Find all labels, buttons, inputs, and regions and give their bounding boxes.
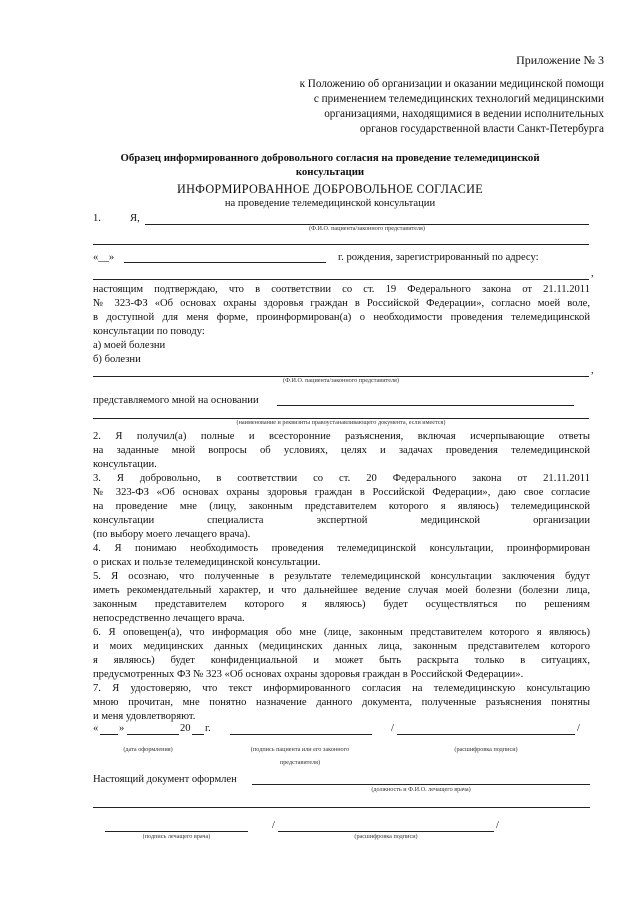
person-hint: (Ф.И.О. пациента/законного представителя) bbox=[283, 377, 399, 384]
confirm-line-2: № 323-ФЗ «Об основах охраны здоровья граждан в Российской Федерации», согласно моей воле, bbox=[93, 298, 590, 309]
issued-label: Настоящий документ оформлен bbox=[93, 774, 237, 785]
doctor-position-field[interactable] bbox=[252, 784, 590, 785]
item1-number: 1. bbox=[93, 213, 101, 224]
reference-line-4: органов государственной власти Санкт-Петербурга bbox=[359, 123, 604, 135]
doctor-slash-left: / bbox=[272, 820, 275, 831]
appendix-number: Приложение № 3 bbox=[516, 53, 604, 67]
patient-decode-hint: (расшифровка подписи) bbox=[454, 746, 518, 753]
item1-i: Я, bbox=[130, 213, 140, 224]
item4-line-2: о рисках и пользе телемедицинской консультации. bbox=[93, 557, 321, 568]
sign-year-suffix: г. bbox=[205, 723, 211, 734]
doctor-signature-field[interactable] bbox=[105, 831, 248, 832]
sign-day-open: « bbox=[93, 723, 99, 734]
item3-line-4: консультации специалиста экспертной медицинской организации bbox=[93, 515, 590, 526]
item6-line-4: предусмотренных ФЗ № 323 «Об основах охраны здоровья граждан в Российской Федерации». bbox=[93, 669, 524, 680]
option-a: а) моей болезни bbox=[93, 340, 166, 351]
sign-slash-right: / bbox=[577, 723, 580, 734]
document-hint: (наименование и реквизиты правоустанавливающего документа, если имеется) bbox=[236, 419, 446, 426]
item3-line-1: 3. Я добровольно, в соответствии со ст. 20 Федерального закона от 21.11.2011 bbox=[93, 473, 590, 484]
item6-line-1: 6. Я оповещен(а), что информация обо мне (лице, законным представителем которого я являюсь) bbox=[93, 627, 590, 638]
item5-line-1: 5. Я осознаю, что полученные в результате телемедицинской консультации заключения будут bbox=[93, 571, 590, 582]
sign-slash-left: / bbox=[391, 723, 394, 734]
represented-label: представляемого мной на основании bbox=[93, 395, 259, 406]
fio-field-continued[interactable] bbox=[93, 244, 589, 245]
birth-address-label: г. рождения, зарегистрированный по адресу: bbox=[338, 252, 539, 263]
patient-sign-hint-1: (подпись пациента или его законного bbox=[250, 746, 350, 753]
fio-hint: (Ф.И.О. пациента/законного представителя) bbox=[309, 225, 425, 232]
confirm-line-1: настоящим подтверждаю, что в соответствии со ст. 19 Федерального закона от 21.11.2011 bbox=[93, 284, 590, 295]
confirm-line-4: консультации по поводу: bbox=[93, 326, 205, 337]
item2-line-2: на заданные мной вопросы об условиях, целях и задачах проведения телемедицинской bbox=[93, 445, 590, 456]
item3-line-2: № 323-ФЗ «Об основах охраны здоровья граждан в Российской Федерации», даю свое согласие bbox=[93, 487, 590, 498]
patient-signature-field[interactable] bbox=[230, 734, 372, 735]
item7-line-3: и меня удовлетворяют. bbox=[93, 711, 196, 722]
item2-line-1: 2. Я получил(а) полные и всесторонние разъяснения, включая исчерпывающие ответы bbox=[93, 431, 590, 442]
item4-line-1: 4. Я понимаю необходимость проведения телемедицинской консультации, проинформирован bbox=[93, 543, 590, 554]
item6-line-3: я являюсь) будет конфиденциальной и может быть раскрыта только в ситуациях, bbox=[93, 655, 590, 666]
option-b: б) болезни bbox=[93, 354, 141, 365]
reference-line-1: к Положению об организации и оказании медицинской помощи bbox=[299, 78, 604, 90]
doctor-decode-hint: (расшифровка подписи) bbox=[354, 833, 418, 840]
sample-title-line-2: консультации bbox=[295, 166, 365, 178]
sample-title-line-1: Образец информированного добровольного согласия на проведение телемедицинской bbox=[120, 152, 540, 164]
reference-line-3: организациями, находящимися в ведении исполнительных bbox=[324, 108, 604, 120]
reference-line-2: с применением телемедицинских технологий медицинскими bbox=[313, 93, 604, 105]
address-field[interactable] bbox=[93, 279, 589, 280]
date-hint: (дата оформления) bbox=[123, 746, 173, 753]
form-title: ИНФОРМИРОВАННОЕ ДОБРОВОЛЬНОЕ СОГЛАСИЕ bbox=[177, 182, 483, 196]
birth-date-field[interactable] bbox=[124, 262, 326, 263]
birth-day-field[interactable]: «__» bbox=[93, 252, 115, 263]
patient-sign-hint-2: представителя) bbox=[279, 759, 321, 766]
confirm-line-3: в доступной для меня форме, проинформирован(а) о необходимости проведения телемедицинской bbox=[93, 312, 590, 323]
doctor-slash-right: / bbox=[496, 820, 499, 831]
item7-line-2: мною прочитан, мне понятно назначение данного документа, полученные разъяснения понятны bbox=[93, 697, 590, 708]
item3-line-5: (по выбору моего лечащего врача). bbox=[93, 529, 251, 540]
address-comma: , bbox=[591, 268, 594, 279]
person-comma: , bbox=[591, 365, 594, 376]
item6-line-2: и моих медицинских данных (медицинских данных лица, законным представителем которого bbox=[93, 641, 590, 652]
basis-field[interactable] bbox=[277, 405, 574, 406]
item7-line-1: 7. Я удостоверяю, что текст информированного согласия на телемедицинскую консультацию bbox=[93, 683, 590, 694]
item5-line-4: непосредственно лечащего врача. bbox=[93, 613, 245, 624]
form-subtitle: на проведение телемедицинской консультации bbox=[224, 198, 436, 209]
sign-day-field[interactable] bbox=[100, 734, 118, 735]
sign-month-field[interactable] bbox=[127, 734, 179, 735]
doctor-sign-hint: (подпись лечащего врача) bbox=[142, 833, 211, 840]
item2-line-3: консультации. bbox=[93, 459, 157, 470]
sign-day-close: » bbox=[119, 723, 125, 734]
sign-year-field[interactable] bbox=[192, 734, 204, 735]
doctor-position-hint: (должность и Ф.И.О. лечащего врача) bbox=[371, 786, 471, 793]
doctor-decode-field[interactable] bbox=[278, 831, 494, 832]
item5-line-3: законным представителем которого я являюсь) будет осуществляться по решениям bbox=[93, 599, 590, 610]
doctor-position-field-continued[interactable] bbox=[93, 807, 590, 808]
item3-line-3: на проведение мне (лицу, законным представителем которого я являюсь) телемедицинской bbox=[93, 501, 590, 512]
sign-year-prefix: 20 bbox=[180, 723, 191, 734]
patient-decode-field[interactable] bbox=[397, 734, 575, 735]
item5-line-2: иметь рекомендательный характер, и что дальнейшее ведение случая моей болезни (болезни лица, bbox=[93, 585, 590, 596]
